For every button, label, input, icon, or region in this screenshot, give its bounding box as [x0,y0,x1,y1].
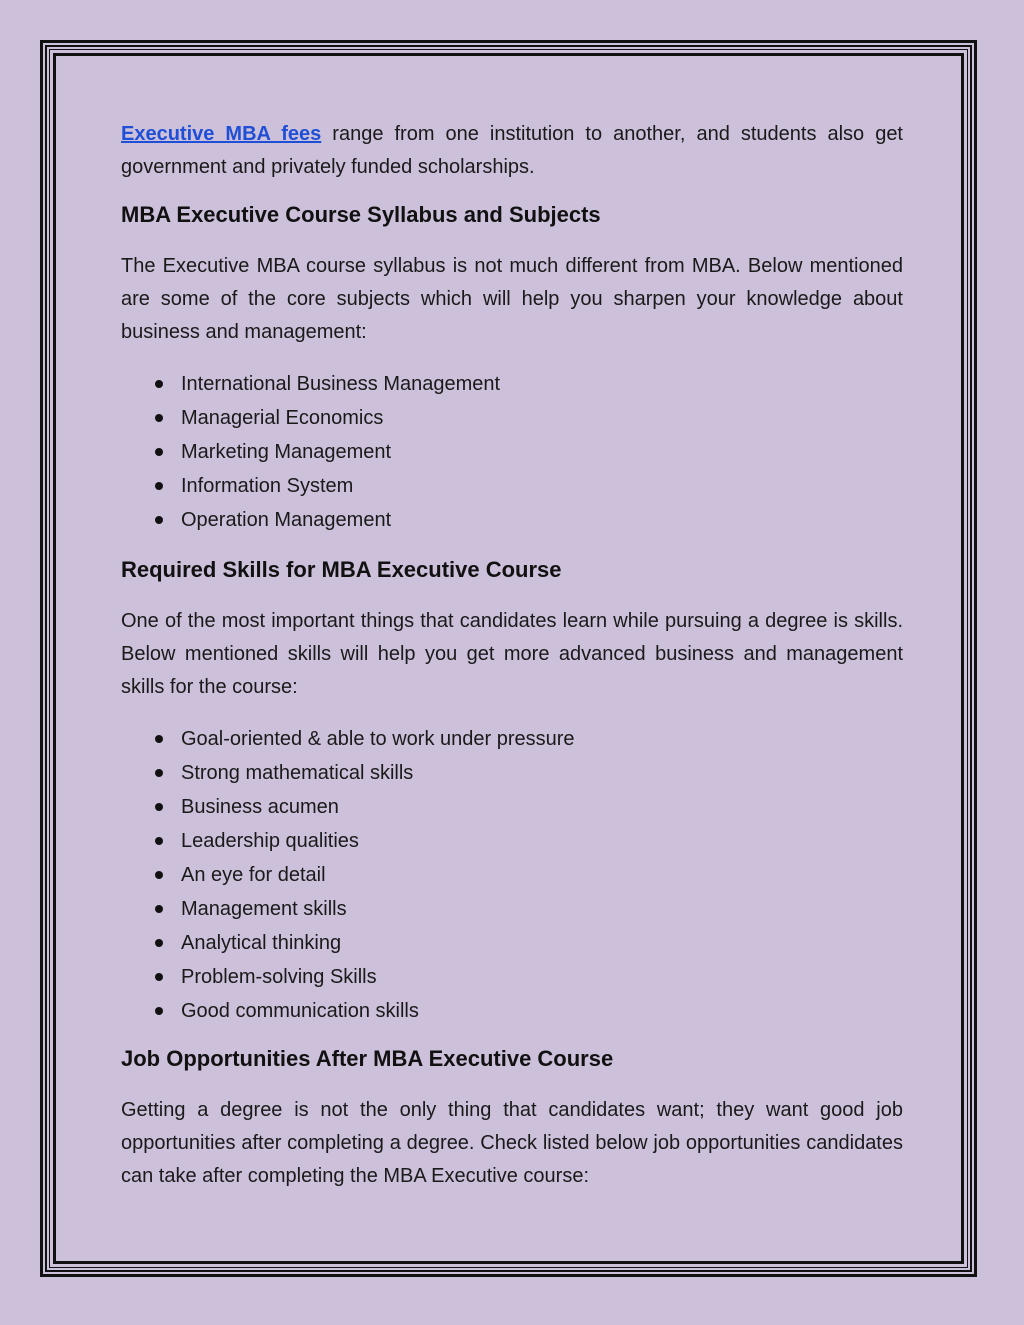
list-item [121,960,903,994]
job-opportunities-heading: Job Opportunities After MBA Executive Course [121,1046,614,1071]
list-item-label: International Business Management [181,373,501,395]
executive-mba-fees-link[interactable]: Executive MBA fees [121,123,322,145]
list-item [121,790,903,824]
list-item-label: Information System [181,475,354,497]
list-item [121,756,903,790]
list-item-label: Strong mathematical skills [181,762,414,784]
document-content [121,118,903,1193]
bullet-icon [155,380,163,388]
list-item [121,722,903,756]
skills-paragraph: One of the most important things that candidates learn while pursuing a degree is skills. Below mentioned skills will help you get more advanced business and management skills for the course: [121,610,903,698]
list-item [121,824,903,858]
list-item [121,469,903,503]
bullet-icon [155,448,163,456]
bullet-icon [155,905,163,913]
skills-list [121,722,903,1028]
list-item-label: Marketing Management [181,441,392,463]
list-item [121,994,903,1028]
list-item-label: Analytical thinking [181,932,342,954]
bullet-icon [155,939,163,947]
intro-paragraph [121,118,903,184]
list-item-label: An eye for detail [181,864,326,886]
bullet-icon [155,482,163,490]
list-item-label: Operation Management [181,509,392,531]
list-item-label: Goal-oriented & able to work under pressure [181,728,575,750]
bullet-icon [155,837,163,845]
list-item [121,367,903,401]
list-item [121,401,903,435]
syllabus-paragraph: The Executive MBA course syllabus is not much different from MBA. Below mentioned are some of the core subjects which will help you sharpen your knowledge about business and management: [121,255,903,343]
syllabus-heading: MBA Executive Course Syllabus and Subjects [121,202,601,227]
bullet-icon [155,516,163,524]
list-item [121,858,903,892]
intro-text: range from one institution to another, and students also get government and privately funded scholarships. [121,123,903,178]
list-item-label: Management skills [181,898,347,920]
bullet-icon [155,769,163,777]
skills-heading: Required Skills for MBA Executive Course [121,557,562,582]
list-item-label: Problem-solving Skills [181,966,377,988]
job-opportunities-paragraph: Getting a degree is not the only thing that candidates want; they want good job opportunities after completing a degree. Check listed below job opportunities candidates can take after completing the MBA Executive course: [121,1099,903,1187]
bullet-icon [155,973,163,981]
list-item-label: Business acumen [181,796,339,818]
list-item-label: Good communication skills [181,1000,419,1022]
list-item [121,926,903,960]
bullet-icon [155,735,163,743]
list-item [121,435,903,469]
bullet-icon [155,871,163,879]
list-item-label: Managerial Economics [181,407,384,429]
list-item [121,892,903,926]
syllabus-subject-list [121,367,903,537]
list-item-label: Leadership qualities [181,830,359,852]
list-item [121,503,903,537]
bullet-icon [155,803,163,811]
bullet-icon [155,1007,163,1015]
bullet-icon [155,414,163,422]
